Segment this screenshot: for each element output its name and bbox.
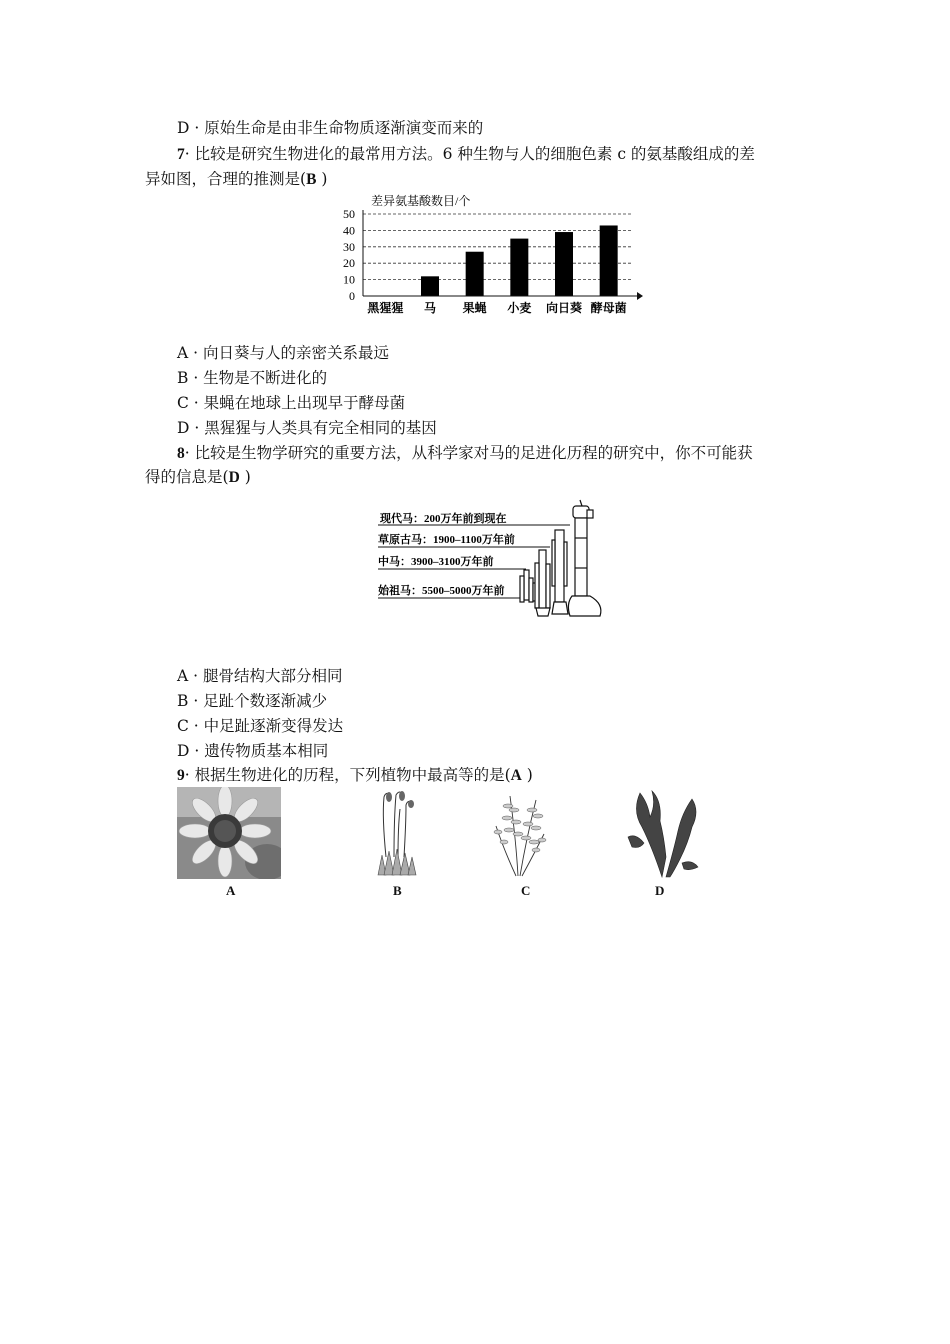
q7-number: 7 [177,146,185,163]
x-tick-label: 马 [423,301,437,315]
x-tick-label: 黑猩猩 [367,301,404,315]
q8-option-a: A · 腿骨结构大部分相同 [177,667,343,685]
q9-caption-b: B [393,883,402,898]
q8-stem-line2 [145,466,251,489]
q9-stem-text: · 根据生物进化的历程，下列植物中最高等的是( [184,766,511,784]
bar-5 [600,225,618,296]
label-merychippus: 草原古马：1900–1100万年前 [378,534,515,546]
q7-option-d: D · 黑猩猩与人类具有完全相同的基因 [177,419,437,437]
q9-caption-c: C [521,883,531,898]
q9-close: ) [526,766,533,784]
y-tick-label: 20 [343,256,355,271]
q8-option-b: B · 足趾个数逐渐减少 [177,692,328,710]
chart-x-arrow [637,292,643,300]
bar-1 [421,276,439,296]
q8-stem-text: · 比较是生物学研究的重要方法，从科学家对马的足进化历程的研究中，你不可能获 [184,444,753,462]
bar-2 [466,252,484,296]
chart-y-ticks [343,207,355,303]
fern-image [490,790,550,878]
q7-stem-line2 [145,168,327,191]
label-modern-horse: 现代马：200万年前到现在 [380,513,507,525]
q9-number: 9 [177,767,185,784]
q7-stem-text2: 异如图，合理的推测是( [145,170,307,188]
x-tick-label: 酵母菌 [590,301,627,315]
q8-answer: D [228,469,240,486]
chart-grid [363,214,631,280]
q7-stem-text: · 比较是研究生物进化的最常用方法。6 种生物与人的细胞色素 c 的氨基酸组成的差 [184,145,755,163]
q7-option-b: B · 生物是不断进化的 [177,369,328,387]
chart-title: 差异氨基酸数目/个 [371,194,471,208]
q7-option-a: A · 向日葵与人的亲密关系最远 [177,344,389,362]
q7-answer: B [306,171,317,188]
eohippus-foot-icon [520,570,536,602]
bar-4 [555,232,573,296]
sunflower-image [177,787,281,879]
q9-stem [177,764,533,787]
q9-caption-d: D [655,883,665,898]
modern-horse-foot-icon [568,500,600,616]
y-tick-label: 0 [349,289,355,303]
q7-bar-chart [335,190,645,320]
q8-option-c: C · 中足趾逐渐变得发达 [177,717,344,735]
q8-option-d: D · 遗传物质基本相同 [177,742,329,760]
label-mesohippus: 中马：3900–3100万年前 [378,556,494,568]
chart-x-labels [367,300,626,315]
q9-answer: A [510,767,522,784]
q8-stem-text2: 得的信息是( [145,468,229,486]
q7-stem-line1 [177,143,755,166]
x-tick-label: 小麦 [507,301,532,315]
q7-close: ) [321,170,328,188]
q7-option-c: C · 果蝇在地球上出现早于酵母菌 [177,394,406,412]
x-tick-label: 果蝇 [462,301,487,315]
seaweed-image [622,787,702,879]
merychippus-foot-icon [552,530,568,614]
bar-3 [510,239,528,296]
q6-option-d: D · 原始生命是由非生命物质逐渐演变而来的 [177,119,484,137]
chart-bars [421,225,618,296]
y-tick-label: 50 [343,207,355,221]
x-tick-label: 向日葵 [545,301,583,315]
horse-foot-figure [374,498,614,623]
q8-number: 8 [177,445,185,462]
label-eohippus: 始祖马：5500–5000万年前 [378,585,505,597]
mesohippus-foot-icon [535,550,550,616]
q8-stem-line1 [177,442,753,465]
q8-close: ) [244,468,251,486]
moss-image [372,787,422,879]
y-tick-label: 40 [343,223,355,238]
y-tick-label: 10 [343,272,355,287]
y-tick-label: 30 [343,239,355,254]
q9-caption-a: A [226,883,236,898]
